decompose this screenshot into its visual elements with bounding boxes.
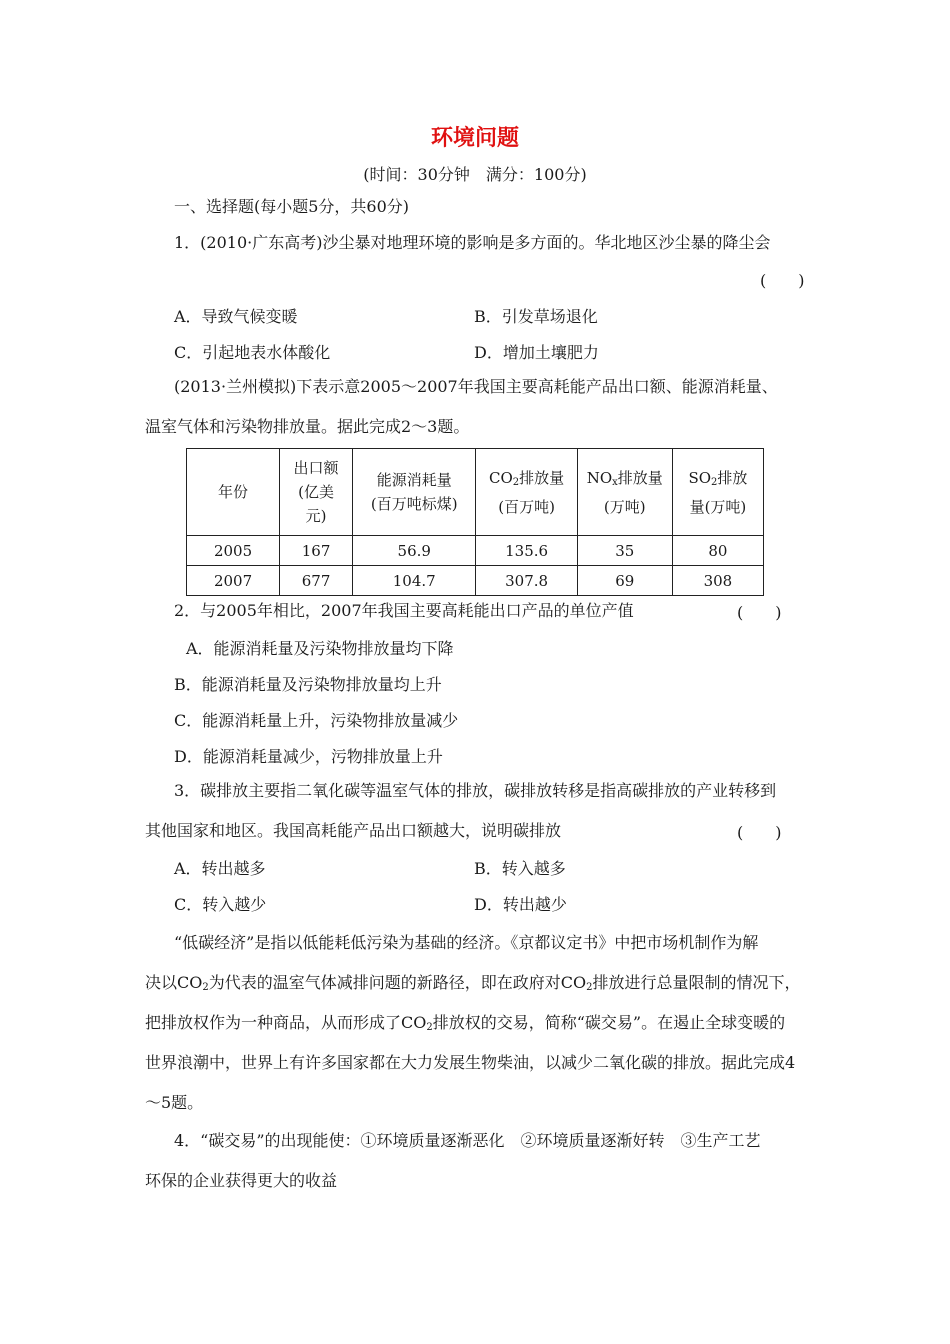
q3-answer-blank: ( ) [737,823,782,842]
q4-stem-line1: 4．“碳交易”的出现能使：①环境质量逐渐恶化 ②环境质量逐渐好转 ③生产工艺 [174,1131,761,1150]
q3-stem-line1: 3．碳排放主要指二氧化碳等温室气体的排放，碳排放转移是指高碳排放的产业转移到 [174,781,777,800]
table-row: 2005 167 56.9 135.6 35 80 [187,536,764,566]
q3-stem-line2: 其他国家和地区。我国高耗能产品出口额越大，说明碳排放 [145,821,562,840]
intro23-line1: (2013·兰州模拟)下表示意2005～2007年我国主要高耗能产品出口额、能源消耗量、 [174,377,778,396]
header-so2: $SO_2$排放 量(万吨) [672,449,763,536]
q3-option-d: D．转出越少 [474,895,567,914]
page-title: 环境问题 [430,125,519,151]
q1-option-b: B．引发草场退化 [474,307,598,326]
header-co2: $CO_2$排放量 (百万吨) [476,449,577,536]
q2-option-c: C．能源消耗量上升，污染物排放量减少 [174,711,459,730]
exam-info: (时间：30分钟 满分：100分) [363,165,587,184]
table-header-row [187,449,764,536]
q1-stem: 1．(2010·广东高考)沙尘暴对地理环境的影响是多方面的。华北地区沙尘暴的降尘会 [174,233,771,252]
intro45-line3: 把排放权作为一种商品，从而形成了$CO_2$排放权的交易，简称“碳交易”。在遏止全球变暖的 [145,1013,786,1033]
header-energy: 能源消耗量 (百万吨标煤) [353,449,476,536]
q3-option-a: A．转出越多 [174,859,266,878]
header-export: 出口额 (亿美 元) [280,449,353,536]
intro45-line2: 决以$CO_2$为代表的温室气体减排问题的新路径，即在政府对$CO_2$排放进行总量限制的情况下， [145,973,801,993]
section-heading: 一、选择题(每小题5分，共60分) [174,197,410,216]
q2-stem: 2．与2005年相比，2007年我国主要高耗能出口产品的单位产值 [174,601,634,620]
q3-option-b: B．转入越多 [474,859,566,878]
header-year: 年份 [187,449,280,536]
intro45-line5: ～5题。 [145,1093,204,1112]
q3-option-c: C．转入越少 [174,895,267,914]
q4-stem-line2: 环保的企业获得更大的收益 [145,1171,338,1190]
q2-answer-blank: ( ) [737,603,782,622]
intro23-line2: 温室气体和污染物排放量。据此完成2～3题。 [145,417,470,436]
q2-option-a: A．能源消耗量及污染物排放量均下降 [186,639,454,658]
q1-option-d: D．增加土壤肥力 [474,343,599,362]
q2-option-d: D．能源消耗量减少，污物排放量上升 [174,747,443,766]
table-row: 2007 677 104.7 307.8 69 308 [187,566,764,596]
intro45-line4: 世界浪潮中，世界上有许多国家都在大力发展生物柴油，以减少二氧化碳的排放。据此完成4 [145,1053,796,1072]
q1-option-c: C．引起地表水体酸化 [174,343,331,362]
intro45-line1: “低碳经济”是指以低能耗低污染为基础的经济。《京都议定书》中把市场机制作为解 [174,933,759,952]
q1-option-a: A．导致气候变暖 [174,307,298,326]
q1-answer-blank: ( ) [760,271,805,290]
header-nox: $NO_x$排放量 (万吨) [577,449,672,536]
data-table [186,448,764,596]
q2-option-b: B．能源消耗量及污染物排放量均上升 [174,675,442,694]
